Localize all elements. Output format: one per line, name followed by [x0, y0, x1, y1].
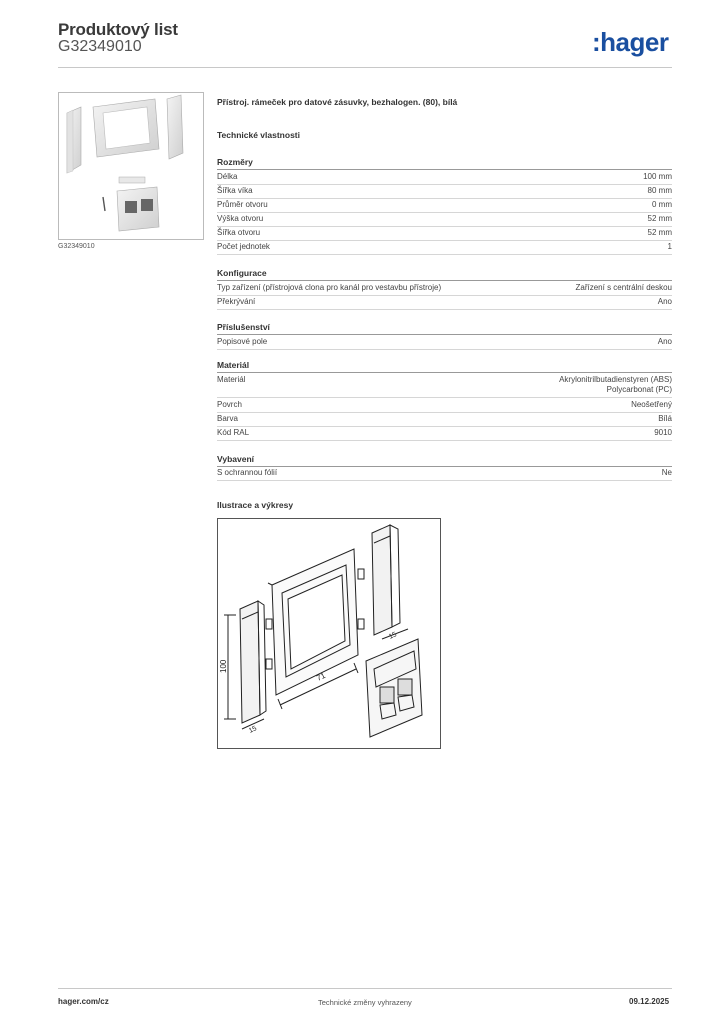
row-label: Překrývání [217, 297, 256, 306]
dim-depth-left-label: 15 [247, 725, 258, 735]
technical-drawing [217, 518, 441, 749]
row-value: 0 mm [652, 200, 672, 209]
dim-depth-right-label: 15 [387, 631, 398, 641]
table-row [217, 172, 672, 185]
row-value: 52 mm [647, 228, 672, 237]
row-value: Akrylonitrilbutadienstyren (ABS) Polycarbonat (PC) [559, 375, 672, 394]
header-divider [58, 67, 672, 68]
row-label: Kód RAL [217, 428, 250, 437]
row-value: 1 [667, 242, 672, 251]
page-title: Produktový list [58, 20, 178, 39]
row-value: Zařízení s centrální deskou [575, 283, 672, 292]
section-title-dimensions: Rozměry [217, 157, 253, 167]
dim-width-label: 71 [315, 670, 327, 683]
row-label: Počet jednotek [217, 242, 270, 251]
row-value: Ne [661, 468, 672, 477]
table-row [217, 297, 672, 310]
product-description: Přístroj. rámeček pro datové zásuvky, bezhalogen. (80), bílá [217, 97, 458, 107]
footer-date: 09.12.2025 [629, 997, 670, 1006]
footer-disclaimer: Technické změny vyhrazeny [318, 998, 412, 1007]
row-value: 52 mm [647, 214, 672, 223]
table-row [217, 400, 672, 413]
row-label: Šířka otvoru [217, 228, 261, 237]
tech-heading: Technické vlastnosti [217, 130, 300, 140]
table-row [217, 468, 672, 481]
section-divider [217, 466, 672, 467]
table-row [217, 414, 672, 427]
table-row [217, 428, 672, 441]
section-divider [217, 372, 672, 373]
footer-website: hager.com/cz [58, 997, 109, 1006]
row-value: 100 mm [643, 172, 672, 181]
row-label: Délka [217, 172, 238, 181]
row-value: Ano [657, 297, 672, 306]
row-label: Výška otvoru [217, 214, 264, 223]
table-row [217, 186, 672, 199]
photo-caption: G32349010 [58, 243, 95, 250]
technical-drawing-svg [218, 519, 440, 748]
section-title-accessories: Příslušenství [217, 322, 270, 332]
row-value: Bílá [658, 414, 672, 423]
row-label: Průměr otvoru [217, 200, 268, 209]
table-row [217, 200, 672, 213]
table-row [217, 375, 672, 398]
row-label: Popisové pole [217, 337, 268, 346]
row-label: S ochrannou fólií [217, 468, 278, 477]
section-title-material: Materiál [217, 360, 250, 370]
section-divider [217, 334, 672, 335]
footer-divider [58, 988, 672, 989]
illustration-title: Ilustrace a výkresy [217, 500, 294, 510]
table-row [217, 242, 672, 255]
row-label: Materiál [217, 375, 246, 384]
product-code: G32349010 [58, 38, 142, 55]
row-label: Povrch [217, 400, 242, 409]
section-divider [217, 169, 672, 170]
section-divider [217, 280, 672, 281]
table-row [217, 337, 672, 350]
product-photo [58, 92, 204, 240]
row-value: 9010 [654, 428, 672, 437]
row-label: Šířka víka [217, 186, 253, 195]
row-value: Ano [657, 337, 672, 346]
hager-logo: :hager [592, 27, 669, 57]
row-label: Typ zařízení (přístrojová clona pro kanál pro vestavbu přístroje) [217, 283, 442, 292]
row-value: Neošetřený [631, 400, 672, 409]
table-row [217, 228, 672, 241]
row-value: 80 mm [647, 186, 672, 195]
dim-height-label: 100 [219, 659, 228, 673]
row-label: Barva [217, 414, 238, 423]
product-photo-image [59, 93, 203, 239]
section-title-equipment: Vybavení [217, 454, 255, 464]
section-title-configuration: Konfigurace [217, 268, 267, 278]
table-row [217, 283, 672, 296]
table-row [217, 214, 672, 227]
